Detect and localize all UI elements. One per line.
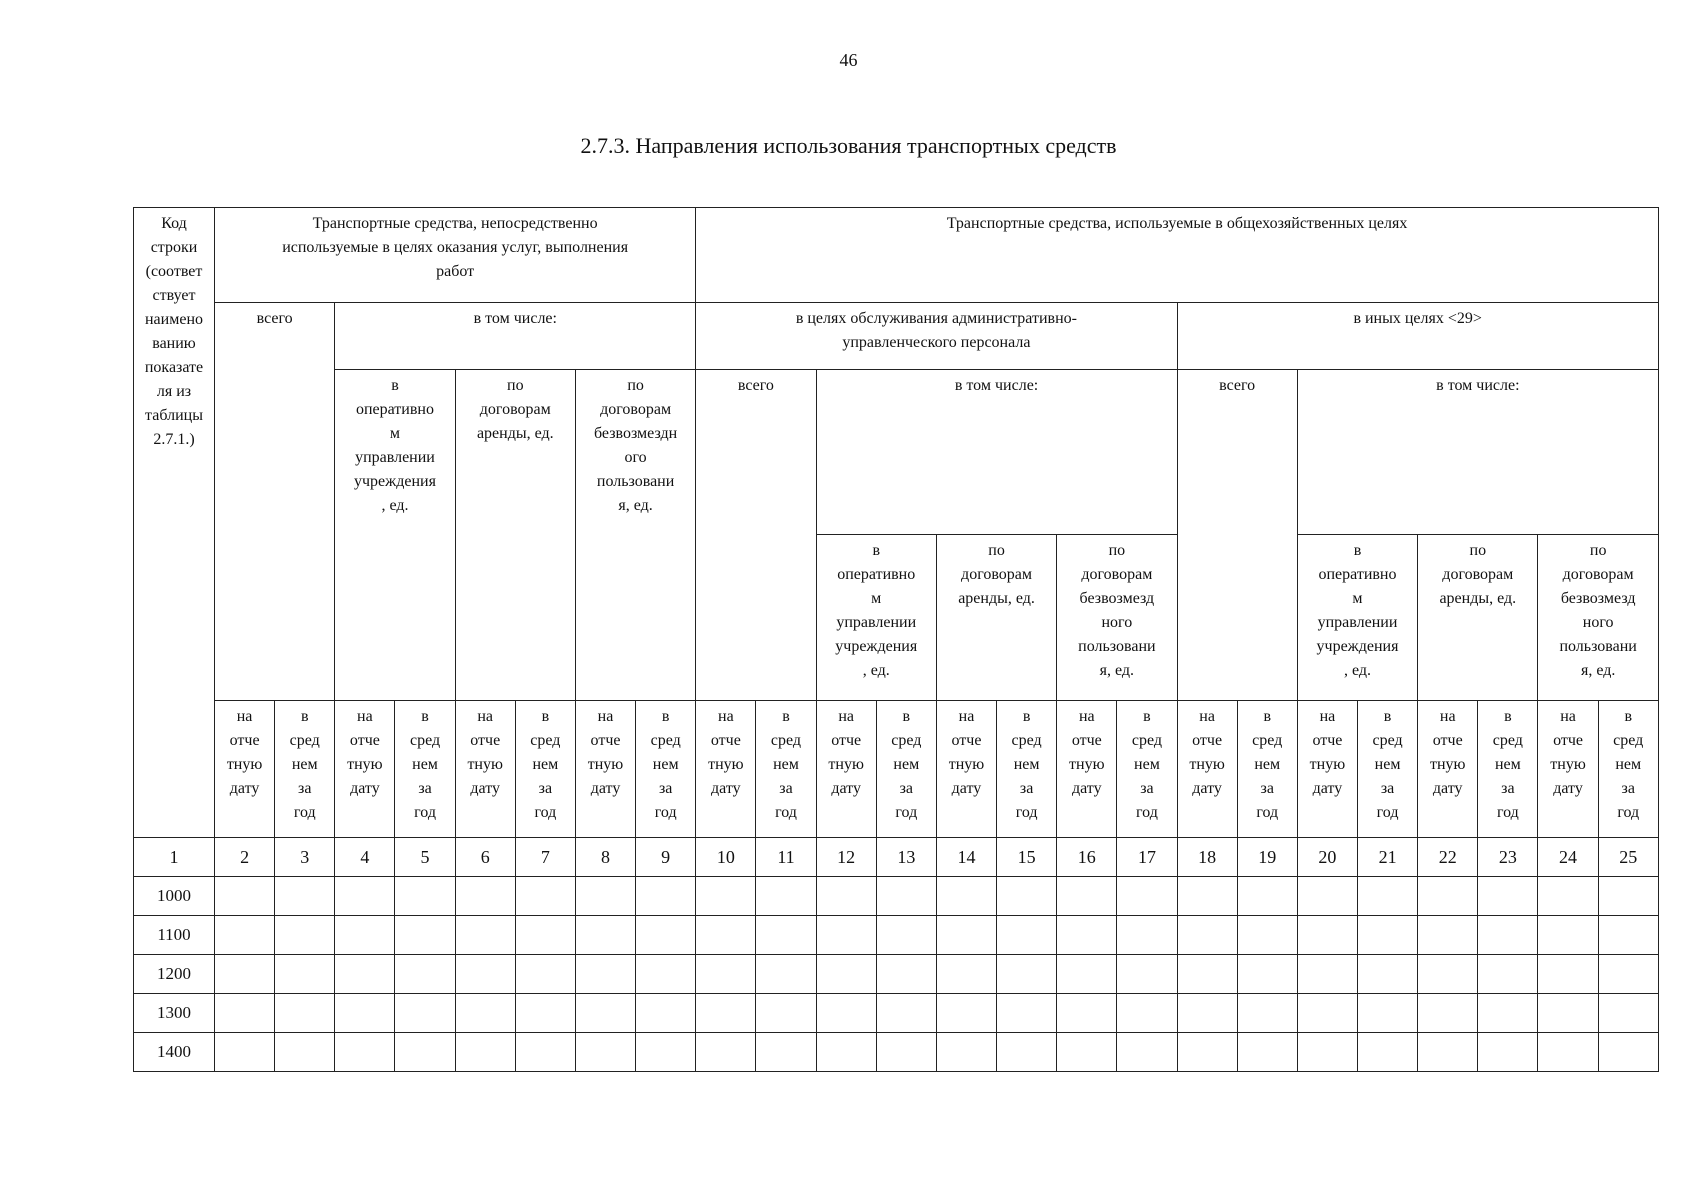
table-row bbox=[134, 955, 1659, 994]
direct-use-header: Транспортные средства, непосредственно используемые в целях оказания услуг, выполнения работ bbox=[215, 208, 696, 303]
data-cell[interactable] bbox=[335, 1033, 395, 1072]
data-cell[interactable] bbox=[335, 955, 395, 994]
column-number: 4 bbox=[335, 838, 395, 877]
other-free-use-header: по договорам безвозмезд ного пользовани я, ед. bbox=[1538, 535, 1658, 701]
other-lease-header: по договорам аренды, ед. bbox=[1418, 535, 1538, 701]
data-cell[interactable] bbox=[1297, 955, 1357, 994]
subheader-at-date: на отче тную дату bbox=[455, 701, 515, 838]
data-cell[interactable] bbox=[1177, 994, 1237, 1033]
table-row bbox=[134, 916, 1659, 955]
data-cell[interactable] bbox=[936, 1033, 996, 1072]
data-cell[interactable] bbox=[1538, 1033, 1598, 1072]
data-cell[interactable] bbox=[1418, 1033, 1478, 1072]
data-cell[interactable] bbox=[636, 1033, 696, 1072]
data-cell[interactable] bbox=[1237, 994, 1297, 1033]
data-cell[interactable] bbox=[997, 955, 1057, 994]
data-cell[interactable] bbox=[1538, 994, 1598, 1033]
data-cell[interactable] bbox=[1478, 1033, 1538, 1072]
admin-including-header: в том числе: bbox=[816, 370, 1177, 535]
data-cell[interactable] bbox=[455, 955, 515, 994]
data-cell[interactable] bbox=[575, 877, 635, 916]
data-cell[interactable] bbox=[1237, 955, 1297, 994]
data-cell[interactable] bbox=[335, 916, 395, 955]
data-cell[interactable] bbox=[816, 994, 876, 1033]
data-cell[interactable] bbox=[1057, 994, 1117, 1033]
subheader-at-date: на отче тную дату bbox=[335, 701, 395, 838]
direct-operational-header: в оперативно м управлении учреждения , ед. bbox=[335, 370, 455, 701]
data-cell[interactable] bbox=[1117, 1033, 1177, 1072]
subheader-avg-year: в сред нем за год bbox=[997, 701, 1057, 838]
data-cell[interactable] bbox=[1117, 955, 1177, 994]
row-code: 1200 bbox=[134, 955, 215, 994]
subheader-avg-year: в сред нем за год bbox=[756, 701, 816, 838]
data-cell[interactable] bbox=[275, 1033, 335, 1072]
column-number: 1 bbox=[134, 838, 215, 877]
data-cell[interactable] bbox=[1297, 1033, 1357, 1072]
data-cell[interactable] bbox=[1297, 994, 1357, 1033]
data-cell[interactable] bbox=[876, 994, 936, 1033]
direct-including-header: в том числе: bbox=[335, 303, 696, 370]
subheader-at-date: на отче тную дату bbox=[816, 701, 876, 838]
data-cell[interactable] bbox=[275, 955, 335, 994]
table-row bbox=[134, 1033, 1659, 1072]
data-cell[interactable] bbox=[275, 994, 335, 1033]
column-number: 3 bbox=[275, 838, 335, 877]
data-cell[interactable] bbox=[1297, 916, 1357, 955]
data-cell[interactable] bbox=[215, 955, 275, 994]
data-cell[interactable] bbox=[1177, 955, 1237, 994]
data-cell[interactable] bbox=[1297, 877, 1357, 916]
data-cell[interactable] bbox=[1598, 1033, 1658, 1072]
data-cell[interactable] bbox=[696, 955, 756, 994]
column-number: 11 bbox=[756, 838, 816, 877]
data-cell[interactable] bbox=[1598, 877, 1658, 916]
data-cell[interactable] bbox=[756, 877, 816, 916]
data-cell[interactable] bbox=[1538, 916, 1598, 955]
subheader-avg-year: в сред нем за год bbox=[515, 701, 575, 838]
data-cell[interactable] bbox=[1538, 877, 1598, 916]
data-cell[interactable] bbox=[1418, 955, 1478, 994]
data-cell[interactable] bbox=[575, 916, 635, 955]
row-code: 1000 bbox=[134, 877, 215, 916]
other-operational-header: в оперативно м управлении учреждения , ед. bbox=[1297, 535, 1417, 701]
data-cell[interactable] bbox=[515, 916, 575, 955]
subheader-avg-year: в сред нем за год bbox=[1357, 701, 1417, 838]
data-cell[interactable] bbox=[455, 994, 515, 1033]
row-code: 1300 bbox=[134, 994, 215, 1033]
code-header: Код строки (соответ ствует наимено ванию показате ля из таблицы 2.7.1.) bbox=[134, 208, 215, 838]
direct-lease-header: по договорам аренды, ед. bbox=[455, 370, 575, 701]
data-cell[interactable] bbox=[1357, 1033, 1417, 1072]
data-cell[interactable] bbox=[215, 916, 275, 955]
data-cell[interactable] bbox=[1117, 916, 1177, 955]
data-cell[interactable] bbox=[816, 955, 876, 994]
direct-total-header: всего bbox=[215, 303, 335, 701]
section-title: 2.7.3. Направления использования транспортных средств bbox=[580, 133, 1117, 158]
data-cell[interactable] bbox=[215, 994, 275, 1033]
transport-usage-table bbox=[133, 207, 1659, 1072]
other-total-header: всего bbox=[1177, 370, 1297, 701]
data-cell[interactable] bbox=[1057, 916, 1117, 955]
data-cell[interactable] bbox=[997, 916, 1057, 955]
data-cell[interactable] bbox=[215, 1033, 275, 1072]
general-use-header: Транспортные средства, используемые в общехозяйственных целях bbox=[696, 208, 1659, 303]
subheader-avg-year: в сред нем за год bbox=[876, 701, 936, 838]
data-cell[interactable] bbox=[395, 1033, 455, 1072]
data-cell[interactable] bbox=[1237, 1033, 1297, 1072]
data-cell[interactable] bbox=[515, 877, 575, 916]
data-cell[interactable] bbox=[1357, 916, 1417, 955]
data-cell[interactable] bbox=[636, 955, 696, 994]
data-cell[interactable] bbox=[756, 955, 816, 994]
row-code: 1400 bbox=[134, 1033, 215, 1072]
data-cell[interactable] bbox=[696, 916, 756, 955]
direct-free-use-header: по договорам безвозмездн ого пользовани я, ед. bbox=[575, 370, 695, 701]
data-cell[interactable] bbox=[816, 877, 876, 916]
data-cell[interactable] bbox=[395, 994, 455, 1033]
data-cell[interactable] bbox=[997, 877, 1057, 916]
subheader-at-date: на отче тную дату bbox=[1177, 701, 1237, 838]
data-cell[interactable] bbox=[876, 916, 936, 955]
table-row bbox=[134, 877, 1659, 916]
column-number: 20 bbox=[1297, 838, 1357, 877]
column-number: 19 bbox=[1237, 838, 1297, 877]
data-cell[interactable] bbox=[515, 955, 575, 994]
subheader-avg-year: в сред нем за год bbox=[275, 701, 335, 838]
subheader-at-date: на отче тную дату bbox=[696, 701, 756, 838]
subheader-at-date: на отче тную дату bbox=[936, 701, 996, 838]
data-cell[interactable] bbox=[1478, 916, 1538, 955]
data-cell[interactable] bbox=[1418, 877, 1478, 916]
column-number: 8 bbox=[575, 838, 635, 877]
data-cell[interactable] bbox=[575, 955, 635, 994]
subheader-at-date: на отче тную дату bbox=[1418, 701, 1478, 838]
data-cell[interactable] bbox=[936, 916, 996, 955]
data-cell[interactable] bbox=[455, 877, 515, 916]
subheader-at-date: на отче тную дату bbox=[1297, 701, 1357, 838]
subheader-at-date: на отче тную дату bbox=[1538, 701, 1598, 838]
data-cell[interactable] bbox=[936, 877, 996, 916]
data-cell[interactable] bbox=[575, 1033, 635, 1072]
subheader-at-date: на отче тную дату bbox=[1057, 701, 1117, 838]
admin-lease-header: по договорам аренды, ед. bbox=[936, 535, 1056, 701]
data-cell[interactable] bbox=[636, 994, 696, 1033]
data-cell[interactable] bbox=[756, 916, 816, 955]
subheader-avg-year: в сред нем за год bbox=[395, 701, 455, 838]
page-number: 46 bbox=[839, 50, 858, 70]
data-cell[interactable] bbox=[1357, 994, 1417, 1033]
data-cell[interactable] bbox=[816, 1033, 876, 1072]
admin-operational-header: в оперативно м управлении учреждения , ед. bbox=[816, 535, 936, 701]
data-cell[interactable] bbox=[876, 955, 936, 994]
other-including-header: в том числе: bbox=[1297, 370, 1658, 535]
data-cell[interactable] bbox=[1598, 994, 1658, 1033]
data-cell[interactable] bbox=[275, 916, 335, 955]
column-number: 17 bbox=[1117, 838, 1177, 877]
other-purposes-header: в иных целях <29> bbox=[1177, 303, 1658, 370]
data-cell[interactable] bbox=[1478, 955, 1538, 994]
data-cell[interactable] bbox=[816, 916, 876, 955]
data-cell[interactable] bbox=[1177, 877, 1237, 916]
data-cell[interactable] bbox=[636, 916, 696, 955]
data-cell[interactable] bbox=[696, 877, 756, 916]
data-cell[interactable] bbox=[997, 994, 1057, 1033]
column-number: 13 bbox=[876, 838, 936, 877]
row-code: 1100 bbox=[134, 916, 215, 955]
data-cell[interactable] bbox=[696, 1033, 756, 1072]
column-number: 10 bbox=[696, 838, 756, 877]
column-number: 23 bbox=[1478, 838, 1538, 877]
data-cell[interactable] bbox=[1057, 1033, 1117, 1072]
data-cell[interactable] bbox=[756, 1033, 816, 1072]
data-cell[interactable] bbox=[876, 1033, 936, 1072]
data-cell[interactable] bbox=[1478, 877, 1538, 916]
column-number: 15 bbox=[997, 838, 1057, 877]
data-cell[interactable] bbox=[1237, 916, 1297, 955]
column-number: 22 bbox=[1418, 838, 1478, 877]
data-cell[interactable] bbox=[515, 994, 575, 1033]
data-cell[interactable] bbox=[756, 994, 816, 1033]
data-cell[interactable] bbox=[696, 994, 756, 1033]
data-cell[interactable] bbox=[1418, 916, 1478, 955]
data-cell[interactable] bbox=[395, 877, 455, 916]
data-cell[interactable] bbox=[1057, 877, 1117, 916]
data-cell[interactable] bbox=[936, 955, 996, 994]
data-cell[interactable] bbox=[275, 877, 335, 916]
column-number: 25 bbox=[1598, 838, 1658, 877]
column-number: 18 bbox=[1177, 838, 1237, 877]
data-cell[interactable] bbox=[215, 877, 275, 916]
data-cell[interactable] bbox=[997, 1033, 1057, 1072]
subheader-avg-year: в сред нем за год bbox=[1598, 701, 1658, 838]
data-cell[interactable] bbox=[1598, 916, 1658, 955]
data-cell[interactable] bbox=[395, 916, 455, 955]
column-number: 6 bbox=[455, 838, 515, 877]
data-cell[interactable] bbox=[515, 1033, 575, 1072]
column-number: 14 bbox=[936, 838, 996, 877]
column-number: 16 bbox=[1057, 838, 1117, 877]
data-cell[interactable] bbox=[1177, 916, 1237, 955]
data-cell[interactable] bbox=[395, 955, 455, 994]
subheader-avg-year: в сред нем за год bbox=[1117, 701, 1177, 838]
table-row bbox=[134, 994, 1659, 1033]
data-cell[interactable] bbox=[1057, 955, 1117, 994]
data-cell[interactable] bbox=[335, 877, 395, 916]
subheader-avg-year: в сред нем за год bbox=[1478, 701, 1538, 838]
data-cell[interactable] bbox=[1538, 955, 1598, 994]
admin-total-header: всего bbox=[696, 370, 816, 701]
subheader-at-date: на отче тную дату bbox=[215, 701, 275, 838]
data-cell[interactable] bbox=[335, 994, 395, 1033]
data-cell[interactable] bbox=[936, 994, 996, 1033]
column-number: 12 bbox=[816, 838, 876, 877]
data-cell[interactable] bbox=[455, 916, 515, 955]
data-cell[interactable] bbox=[1598, 955, 1658, 994]
column-number: 7 bbox=[515, 838, 575, 877]
data-cell[interactable] bbox=[1357, 955, 1417, 994]
column-number: 21 bbox=[1357, 838, 1417, 877]
data-cell[interactable] bbox=[1117, 877, 1177, 916]
data-cell[interactable] bbox=[1177, 1033, 1237, 1072]
subheader-avg-year: в сред нем за год bbox=[1237, 701, 1297, 838]
data-cell[interactable] bbox=[1357, 877, 1417, 916]
data-cell[interactable] bbox=[1117, 994, 1177, 1033]
data-cell[interactable] bbox=[1237, 877, 1297, 916]
data-cell[interactable] bbox=[455, 1033, 515, 1072]
column-number: 9 bbox=[636, 838, 696, 877]
data-cell[interactable] bbox=[1478, 994, 1538, 1033]
column-number: 5 bbox=[395, 838, 455, 877]
admin-free-use-header: по договорам безвозмезд ного пользовани я, ед. bbox=[1057, 535, 1177, 701]
column-number: 2 bbox=[215, 838, 275, 877]
data-cell[interactable] bbox=[876, 877, 936, 916]
column-number: 24 bbox=[1538, 838, 1598, 877]
admin-staff-header: в целях обслуживания административно- управленческого персонала bbox=[696, 303, 1177, 370]
subheader-avg-year: в сред нем за год bbox=[636, 701, 696, 838]
data-cell[interactable] bbox=[575, 994, 635, 1033]
data-cell[interactable] bbox=[1418, 994, 1478, 1033]
subheader-at-date: на отче тную дату bbox=[575, 701, 635, 838]
data-cell[interactable] bbox=[636, 877, 696, 916]
